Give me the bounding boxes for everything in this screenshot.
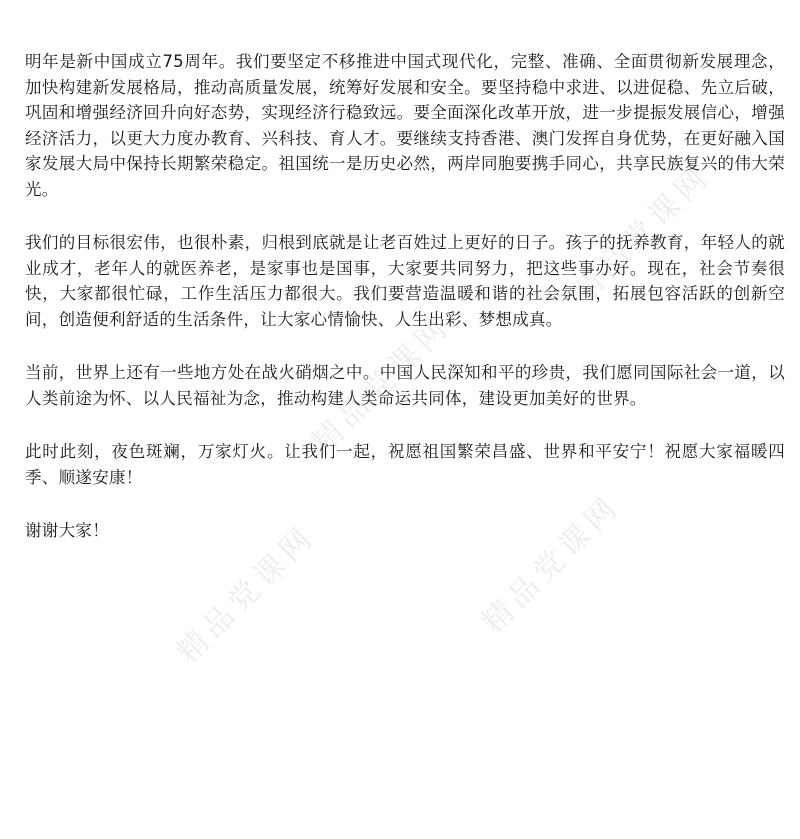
- paragraph-4: 此时此刻，夜色斑斓，万家灯火。让我们一起，祝愿祖国繁荣昌盛、世界和平安宁！祝愿大家福暖四季、顺遂安康！: [25, 442, 785, 487]
- paragraph-3: 当前，世界上还有一些地方处在战火硝烟之中。中国人民深知和平的珍贵，我们愿同国际社会一道，以人类前途为怀、以人民福祉为念，推动构建人类命运共同体，建设更加美好的世界。: [25, 363, 785, 408]
- watermark-text: 精品党课网: [305, 308, 458, 461]
- watermark-text: 精品党课网: [170, 518, 323, 671]
- paragraph-2: 我们的目标很宏伟，也很朴素，归根到底就是让老百姓过上更好的日子。孩子的抚养教育，年轻人的就业成才，老年人的就医养老，是家事也是国事，大家要共同努力，把这些事办好。现在，社会节奏很快，大家都很忙碌，工作生活压力都很大。我们要营造温暖和谐的社会氛围，拓展包容活跃的创新空间，创造便利舒适的生活条件，让大家心情愉快、人生出彩、梦想成真。: [25, 233, 785, 329]
- document-body: [25, 49, 785, 544]
- watermark-text: 精品党课网: [565, 158, 718, 311]
- watermark-text: 精品党课网: [475, 488, 628, 641]
- paragraph-closing: 谢谢大家！: [25, 521, 109, 540]
- paragraph-1: 明年是新中国成立75周年。我们要坚定不移推进中国式现代化，完整、准确、全面贯彻新发展理念，加快构建新发展格局，推动高质量发展，统筹好发展和安全。要坚持稳中求进、以进促稳、先立后破，巩固和增强经济回升向好态势，实现经济行稳致远。要全面深化改革开放，进一步提振发展信心，增强经济活力，以更大力度办教育、兴科技、育人才。要继续支持香港、澳门发挥自身优势，在更好融入国家发展大局中保持长期繁荣稳定。祖国统一是历史必然，两岸同胞要携手同心，共享民族复兴的伟大荣光。: [25, 52, 785, 199]
